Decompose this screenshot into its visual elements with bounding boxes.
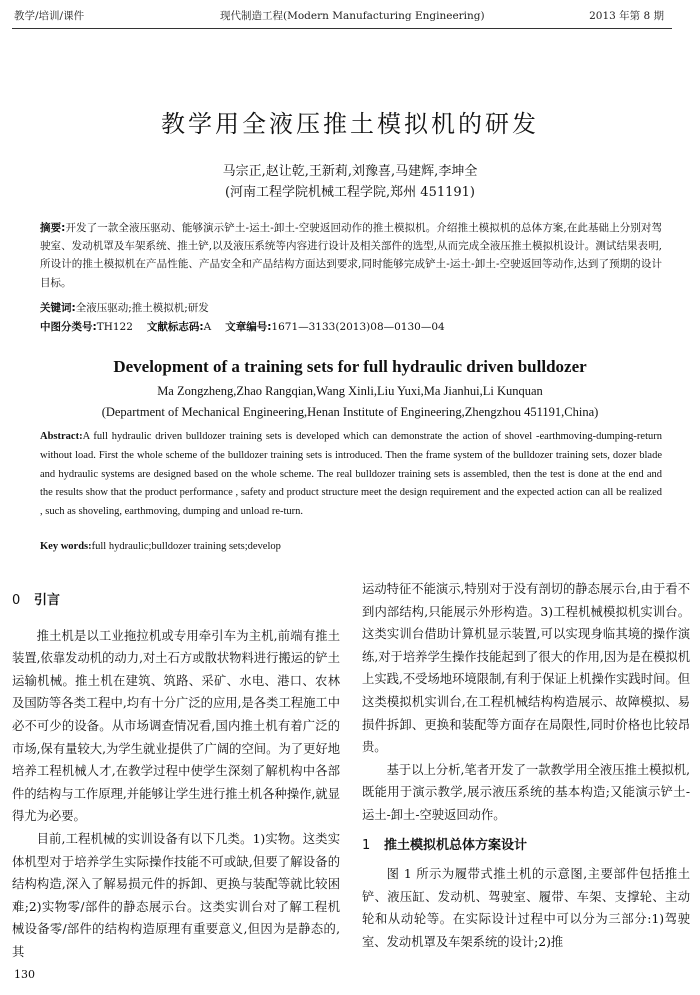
abstract-chinese-text: 开发了一款全液压驱动、能够演示铲土-运土-卸土-空驶返回动作的推土模拟机。介绍推土模拟机的总体方案,在此基础上分别对驾驶室、发动机罩及车架系统、推土铲,以及液压系统等内容进行设计及相关部件的选型,从而完成全液压推土模拟机设计。测试结果表明,所设计的推土模拟机在产品性能、产品安全和产品结构方面达到要求,同时能够完成铲土-运土-卸土-空驶返回等动作,达到了预期的设计目标。 (40, 222, 662, 289)
affiliation-english: (Department of Mechanical Engineering,Henan Institute of Engineering,Zhengzhou 451191,China) (101, 405, 599, 419)
title-chinese: 教学用全液压推土模拟机的研发 (161, 110, 539, 138)
body-paragraph: 基于以上分析,笔者开发了一款教学用全液压推土模拟机,既能用于演示教学,展示液压系统的基本构造;又能演示铲土-运土-卸土-空驶返回动作。 (362, 762, 690, 822)
keywords-chinese (40, 300, 662, 315)
affiliation-chinese: (河南工程学院机械工程学院,郑州 451191) (224, 185, 476, 200)
keywords-chinese-label: 关键词: (40, 302, 76, 314)
abstract-chinese (40, 219, 662, 292)
body-column-right (362, 578, 690, 954)
body-paragraph: 推土机是以工业拖拉机或专用牵引车为主机,前端有推土装置,依靠发动机的动力,对土石方或散状物料进行搬运的铲土运输机械。推土机在建筑、筑路、采矿、水电、港口、农林及国防等各类工程中,均有十分广泛的应用,是各类工程施工中必不可少的设备。从市场调查情况看,国内推土机有着广泛的市场,保有量较大,为学生就业提供了广阔的空间。为了更好地培养工程机械人才,在教学过程中使学生深刻了解机构中各部件的结构与工作原理,并能够让学生进行推土机各种操作,就显得尤为必要。 (12, 628, 340, 824)
section-title: 推土模拟机总体方案设计 (384, 837, 528, 853)
clc-label: 中图分类号: (40, 321, 97, 333)
body-column-left (12, 578, 340, 964)
abstract-english (40, 428, 662, 522)
abstract-chinese-label: 摘要: (40, 222, 66, 234)
clc-value: TH122 (96, 321, 133, 333)
body-paragraph: 目前,工程机械的实训设备有以下几类。1)实物。这类实体机型对于培养学生实际操作技能不可或缺,但要了解设备的结构构造,深入了解易损元件的拆卸、更换与装配等就比较困难;2)实物零/部件的静态展示台。这类实训台对了解工程机械设备零/部件的结构构造原理有重要意义,但因为是静态的,其 (12, 831, 340, 959)
section-heading-introduction (12, 590, 340, 613)
running-header-journal: 现代制造工程(Modern Manufacturing Engineering) (220, 10, 485, 22)
section-number: 1 (362, 837, 371, 853)
authors-english: Ma Zongzheng,Zhao Rangqian,Wang Xinli,Liu Yuxi,Ma Jianhui,Li Kunquan (157, 384, 543, 398)
keywords-english-label: Key words: (40, 541, 92, 552)
section-heading-overall-scheme (362, 835, 690, 858)
keywords-english-text: full hydraulic;bulldozer training sets;develop (91, 541, 281, 552)
section-title: 引言 (34, 593, 61, 608)
classification-line (40, 319, 662, 334)
article-number-value: 1671—3133(2013)08—0130—04 (271, 321, 445, 333)
section-number: 0 (12, 593, 21, 608)
running-header-category: 教学/培训/课件 (14, 10, 85, 22)
keywords-chinese-text: 全液压驱动;推土模拟机;研发 (75, 302, 209, 314)
article-number-label: 文章编号: (225, 321, 272, 333)
title-english: Development of a training sets for full hydraulic driven bulldozer (113, 357, 587, 376)
body-paragraph-continued: 运动特征不能演示,特别对于没有剖切的静态展示台,由于看不到内部结构,只能展示外形构造。3)工程机械模拟机实训台。这类实训台借助计算机显示装置,可以实现身临其境的操作演练,对于培养学生操作技能起到了很大的作用,因为是在模拟机上实践,不受场地环境限制,有利于保证上机操作实践时间。但这类模拟机实训台,在工程机械结构构造展示、故障模拟、易损件拆卸、更换和装配等方面存在局限性,同时价格也比较昂贵。 (362, 582, 690, 755)
abstract-english-label: Abstract: (40, 431, 83, 442)
doc-code-value: A (203, 321, 212, 333)
doc-code-label: 文献标志码: (146, 321, 204, 333)
abstract-english-text: A full hydraulic driven bulldozer training sets is developed which can demonstrate the action of shovel -earthmoving-dumping-return without load. First the whole scheme of the bulldozer training sets is introduced. Then the frame system of the bulldozer training sets, dozer blade and hydraulic systems are designed based on the whole scheme. The real bulldozer training sets is assembled, then the test is done at the end and the results show that the product performance , safety and product structure meet the design requirement and the expected action can all be realized , such as shoveling, earthmoving, dumping and unload re-turn. (40, 431, 662, 518)
page-number: 130 (14, 968, 35, 981)
keywords-english (40, 541, 662, 552)
authors-chinese: 马宗正,赵让乾,王新莉,刘豫喜,马建辉,李坤全 (222, 164, 478, 179)
header-rule (12, 28, 672, 29)
body-paragraph: 图 1 所示为履带式推土机的示意图,主要部件包括推土铲、液压缸、发动机、驾驶室、履带、车架、支撑轮、主动轮和从动轮等。在实际设计过程中可以分为三部分:1)驾驶室、发动机罩及车架系统的设计;2)推 (362, 867, 690, 949)
running-header-issue: 2013 年第 8 期 (589, 10, 664, 22)
